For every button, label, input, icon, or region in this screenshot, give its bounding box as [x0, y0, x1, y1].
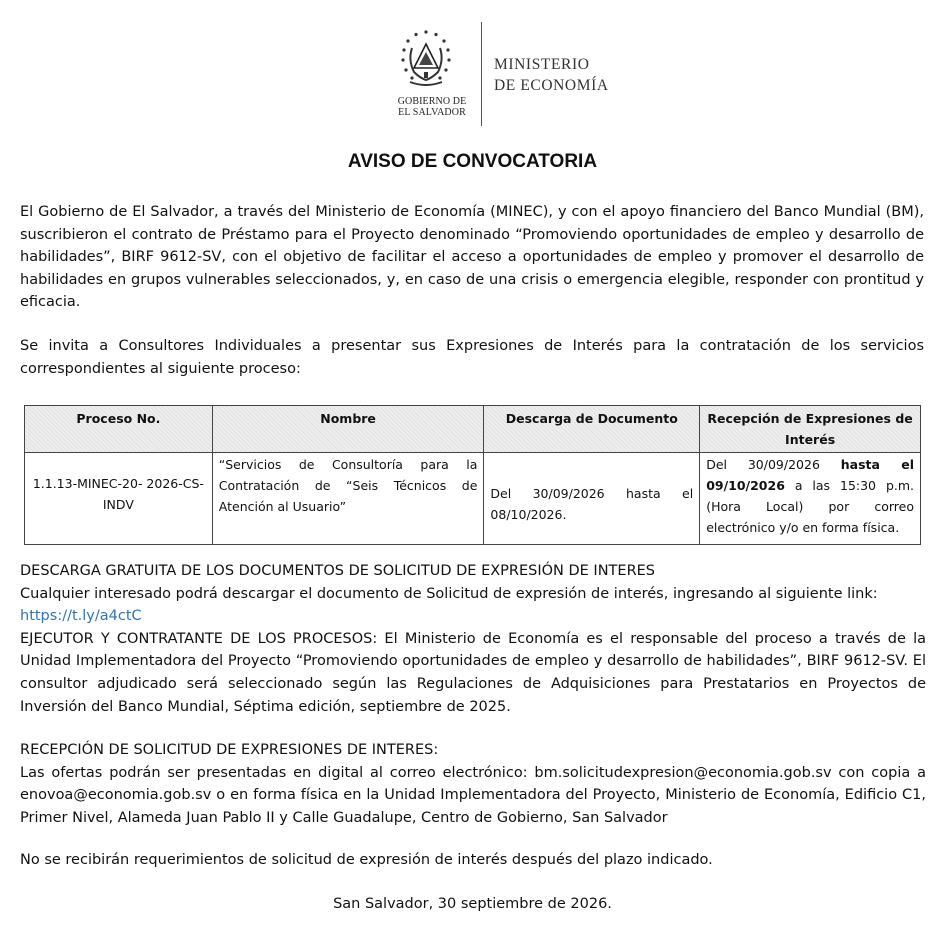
download-section	[20, 560, 926, 718]
reception-text: Las ofertas podrán ser presentadas en digital al correo electrónico: bm.solicitudexpresion@economia.gob.sv con copia a enovoa@economia.gob.sv o en forma física en la Unidad Implementadora del Proyecto, Ministerio de Economía, Edificio C1, Primer Nivel, Alameda Juan Pablo II y Calle Guadalupe, Centro de Gobierno, San Salvador	[20, 764, 926, 826]
government-line-2: EL SALVADOR	[398, 107, 466, 118]
reception-prefix: Del 30/09/2026	[706, 457, 841, 472]
cell-process-no: 1.1.13-MINEC-20- 2026-CS-INDV	[25, 453, 213, 545]
table-row	[25, 453, 921, 545]
download-heading: DESCARGA GRATUITA DE LOS DOCUMENTOS DE SOLICITUD DE EXPRESIÓN DE INTERES	[20, 563, 656, 579]
executor-paragraph: EJECUTOR Y CONTRATANTE DE LOS PROCESOS: El Ministerio de Economía es el responsable del proceso a través de la Unidad Implementadora del Proyecto “Promoviendo oportunidades de empleo y desarrollo de habilidades”, BIRF 9612-SV. El consultor adjudicado será seleccionado según las Regulaciones de Adquisiciones para Prestatarios en Proyectos de Inversión del Banco Mundial, Séptima edición, septiembre de 2025.	[20, 630, 926, 715]
ministry-line-1: MINISTERIO	[494, 56, 590, 73]
download-link[interactable]: https://t.ly/a4ctC	[20, 608, 142, 625]
document-title: AVISO DE CONVOCATORIA	[347, 151, 598, 172]
header-name: Nombre	[212, 406, 484, 453]
download-text: Cualquier interesado podrá descargar el documento de Solicitud de expresión de interés, ingresando al siguiente link:	[20, 585, 878, 602]
letterhead	[390, 22, 650, 126]
deadline-notice: No se recibirán requerimientos de solicitud de expresión de interés después del plazo indicado.	[20, 852, 713, 868]
header-download: Descarga de Documento	[484, 406, 700, 453]
government-line-1: GOBIERNO DE	[397, 96, 467, 107]
intro-paragraph: El Gobierno de El Salvador, a través del Ministerio de Economía (MINEC), y con el apoyo financiero del Banco Mundial (BM), suscribieron el contrato de Préstamo para el Proyecto denominado “Promoviendo oportunidades de empleo y desarrollo de habilidades”, BIRF 9612-SV, con el objetivo de facilitar el acceso a oportunidades de empleo y promover el desarrollo de habilidades en grupos vulnerables seleccionados, y, en caso de una crisis o emergencia elegible, responder con prontitud y eficacia.	[20, 204, 924, 311]
ministry-name	[494, 54, 609, 96]
signature-date: San Salvador, 30 septiembre de 2026.	[333, 896, 612, 912]
reception-bold-until: hasta el	[840, 457, 914, 472]
reception-suffix: a las 15:30 p.m. (Hora Local) por correo electrónico y/o en forma física.	[706, 478, 914, 535]
reception-bold-date: 09/10/2026	[706, 478, 785, 493]
cell-download: Del 30/09/2026 hasta el 08/10/2026.	[484, 453, 700, 545]
reception-heading: RECEPCIÓN DE SOLICITUD DE EXPRESIONES DE INTERES:	[20, 742, 439, 758]
process-table	[24, 405, 921, 545]
cell-name: “Servicios de Consultoría para la Contratación de “Seis Técnicos de Atención al Usuario”	[212, 453, 484, 545]
header-process-no: Proceso No.	[25, 406, 213, 453]
table-header-row	[25, 406, 921, 453]
invitation-paragraph: Se invita a Consultores Individuales a presentar sus Expresiones de Interés para la contratación de los servicios correspondientes al siguiente proceso:	[20, 338, 924, 377]
header-divider	[481, 22, 482, 126]
ministry-line-2: DE ECONOMÍA	[494, 77, 609, 94]
header-reception: Recepción de Expresiones de Interés	[700, 406, 921, 453]
government-name	[392, 96, 472, 118]
coat-of-arms-icon	[398, 28, 454, 94]
reception-section	[20, 739, 926, 829]
cell-reception	[700, 453, 921, 545]
